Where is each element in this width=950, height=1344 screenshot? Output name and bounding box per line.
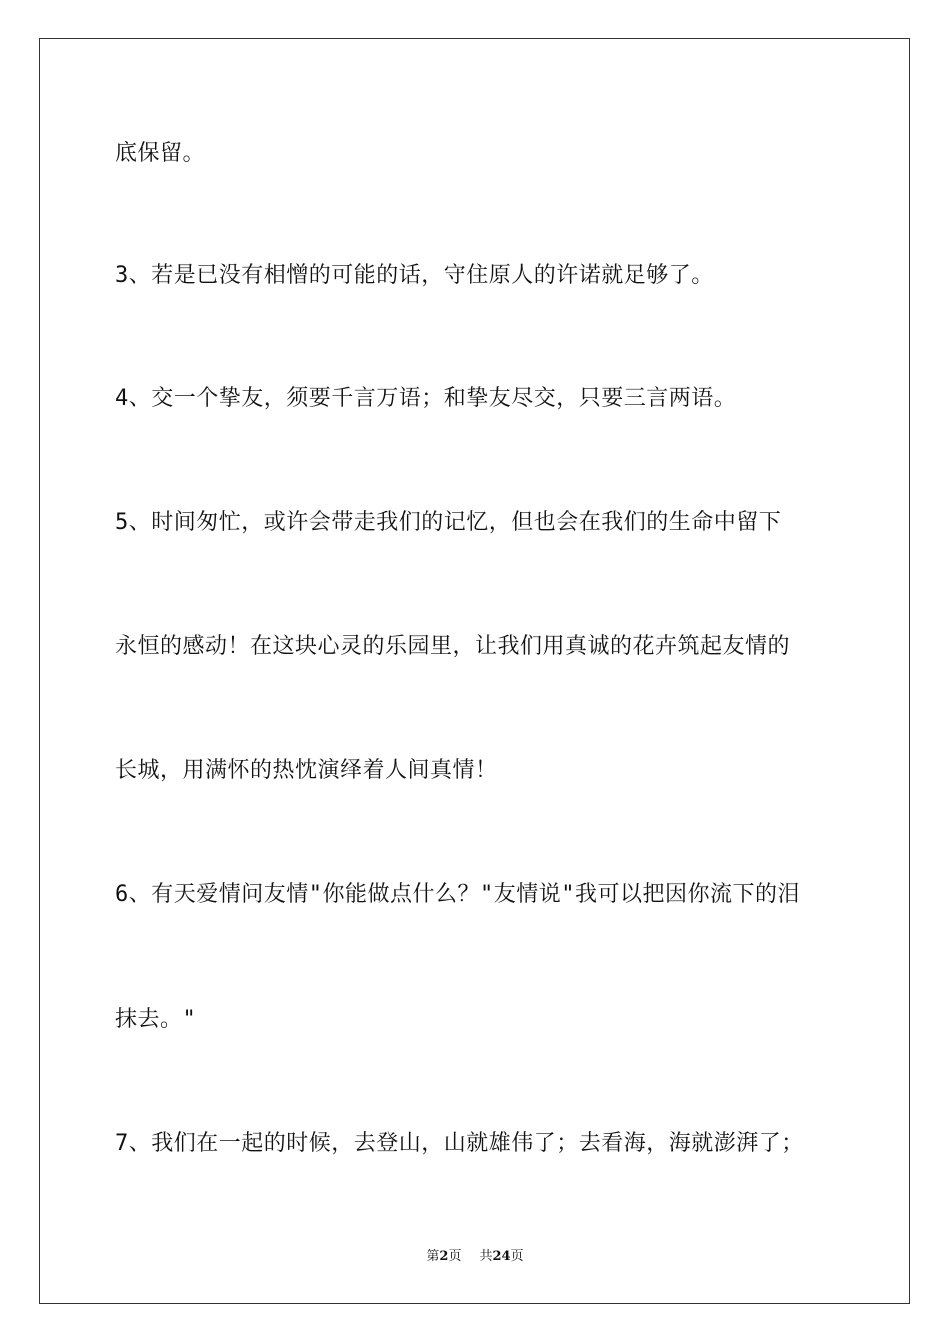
text-line-2: 3、若是已没有相憎的可能的话，守住原人的许诺就足够了。 [115, 263, 714, 288]
total-prefix: 共 [479, 1249, 493, 1264]
page-total: 24 [492, 1249, 511, 1264]
text-line-6: 长城，用满怀的热忱演绎着人间真情！ [115, 758, 498, 783]
page-footer [0, 1248, 950, 1266]
page-prefix: 第 [426, 1249, 440, 1264]
page-border [39, 38, 910, 1304]
text-line-5: 永恒的感动！在这块心灵的乐园里，让我们用真诚的花卉筑起友情的 [115, 634, 791, 659]
text-line-9: 7、我们在一起的时候，去登山，山就雄伟了；去看海，海就澎湃了； [115, 1131, 804, 1156]
text-line-3: 4、交一个挚友，须要千言万语；和挚友尽交，只要三言两语。 [115, 386, 737, 411]
page-current: 2 [439, 1249, 449, 1264]
text-line-1: 底保留。 [115, 141, 206, 166]
text-line-4: 5、时间匆忙，或许会带走我们的记忆，但也会在我们的生命中留下 [115, 510, 782, 535]
text-line-7: 6、有天爱情问友情"你能做点什么？"友情说"我可以把因你流下的泪 [115, 882, 800, 907]
total-suffix: 页 [510, 1249, 524, 1264]
text-line-8: 抹去。" [115, 1007, 197, 1032]
page-suffix: 页 [448, 1249, 462, 1264]
